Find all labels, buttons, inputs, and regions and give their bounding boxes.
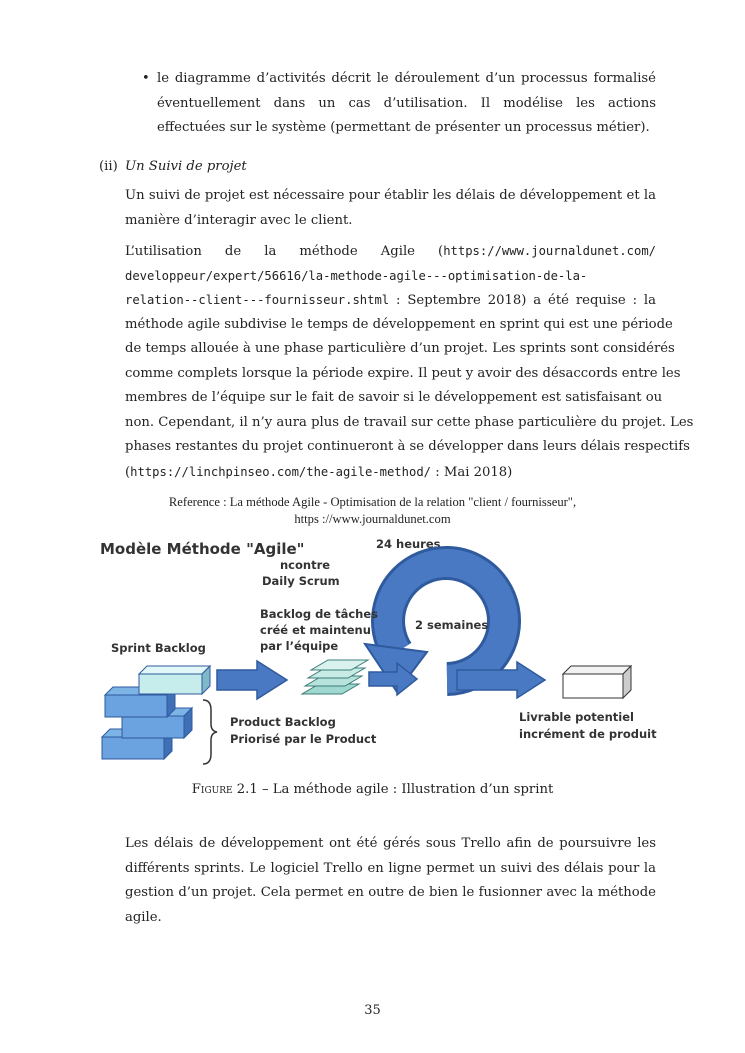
section-title: Un Suivi de projet: [125, 159, 247, 174]
label-deliverable-line1: Livrable potentiel: [519, 710, 634, 724]
paragraph-line: membres de l’équipe sur le fait de savoir si le développement est satisfaisant ou: [125, 390, 663, 405]
label-task-backlog-line3: par l’équipe: [260, 639, 339, 653]
sprint-backlog-block: [139, 666, 210, 694]
paragraph-agile-method: [125, 239, 694, 484]
reference-url[interactable]: relation--client---fournisseur.shtml: [125, 293, 390, 307]
figure-reference: [100, 494, 645, 528]
text-span: L’utilisation de la méthode Agile (: [125, 244, 444, 259]
agile-sprint-diagram: [97, 534, 660, 770]
label-product-backlog-line1: Product Backlog: [230, 715, 336, 729]
reference-url[interactable]: https://www.journaldunet.com/: [443, 244, 656, 258]
paragraph-line: [125, 460, 656, 485]
page-number: 35: [364, 1003, 381, 1018]
bullet-item-activity-diagram: le diagramme d’activités décrit le déroulement d’un processus formalisé éventuellement dans un cas d’utilisation. Il modélise les actions effectuées sur le système (permettant de présenter un processus métier).: [157, 71, 656, 135]
label-24-hours: 24 heures: [376, 537, 441, 551]
label-daily-scrum-line1: ncontre: [280, 558, 331, 572]
caption-text: – La méthode agile : Illustration d’un sprint: [257, 782, 554, 797]
label-2-weeks: 2 semaines: [415, 618, 489, 632]
figure-caption: [100, 779, 645, 801]
paragraph-line: de temps allouée à une phase particulière d’un projet. Les sprints sont considérés: [125, 341, 675, 356]
label-deliverable-line2: incrément de produit: [519, 727, 657, 741]
paragraph-trello: Les délais de développement ont été gérés sous Trello afin de poursuivre les différents sprints. Le logiciel Trello en ligne permet un suivi des délais pour la gestion d’un projet. Cela permet en outre de bien le fusionner avec la méthode agile.: [125, 836, 656, 925]
reference-url[interactable]: https://linchpinseo.com/the-agile-method/: [130, 464, 431, 479]
paragraph-line: méthode agile subdivise le temps de développement en sprint qui est une période: [125, 316, 673, 332]
paragraph-line: [125, 288, 656, 313]
text-span: : Septembre 2018) a été requise : la: [389, 293, 656, 308]
section-number: (ii): [99, 159, 118, 174]
label-product-backlog-line2: Priorisé par le Product: [230, 732, 377, 746]
reference-line: https ://www.journaldunet.com: [294, 512, 451, 526]
label-task-backlog-line2: créé et maintenu: [260, 623, 371, 637]
bullet-marker: •: [142, 71, 150, 86]
text-span: : Mai 2018): [431, 464, 513, 480]
paragraph-line: phases restantes du projet continueront à se développer dans leurs délais respectifs: [125, 439, 690, 454]
label-daily-scrum-line2: Daily Scrum: [262, 574, 340, 588]
caption-number: 2.1: [236, 782, 258, 797]
label-task-backlog-line1: Backlog de tâches: [260, 607, 379, 621]
paragraph-project-tracking: Un suivi de projet est nécessaire pour établir les délais de développement et la manière d’interagir avec le client.: [125, 188, 656, 228]
reference-line: Reference : La méthode Agile - Optimisation de la relation "client / fournisseur",: [168, 495, 577, 509]
caption-prefix: Figure: [191, 782, 233, 797]
paragraph-line: comme complets lorsque la période expire. Il peut y avoir des désaccords entre les: [125, 365, 681, 381]
paragraph-line: [125, 239, 656, 264]
deliverable-block: [563, 666, 631, 698]
label-sprint-backlog: Sprint Backlog: [111, 641, 206, 655]
text-span: (: [125, 464, 131, 480]
paragraph-line: non. Cependant, il n’y aura plus de travail sur cette phase particulière du projet. Les: [125, 414, 694, 430]
paragraph-line: [125, 264, 656, 289]
reference-url[interactable]: developpeur/expert/56616/la-methode-agile---optimisation-de-la-: [125, 268, 588, 283]
figure-title: Modèle Méthode "Agile": [100, 540, 305, 558]
